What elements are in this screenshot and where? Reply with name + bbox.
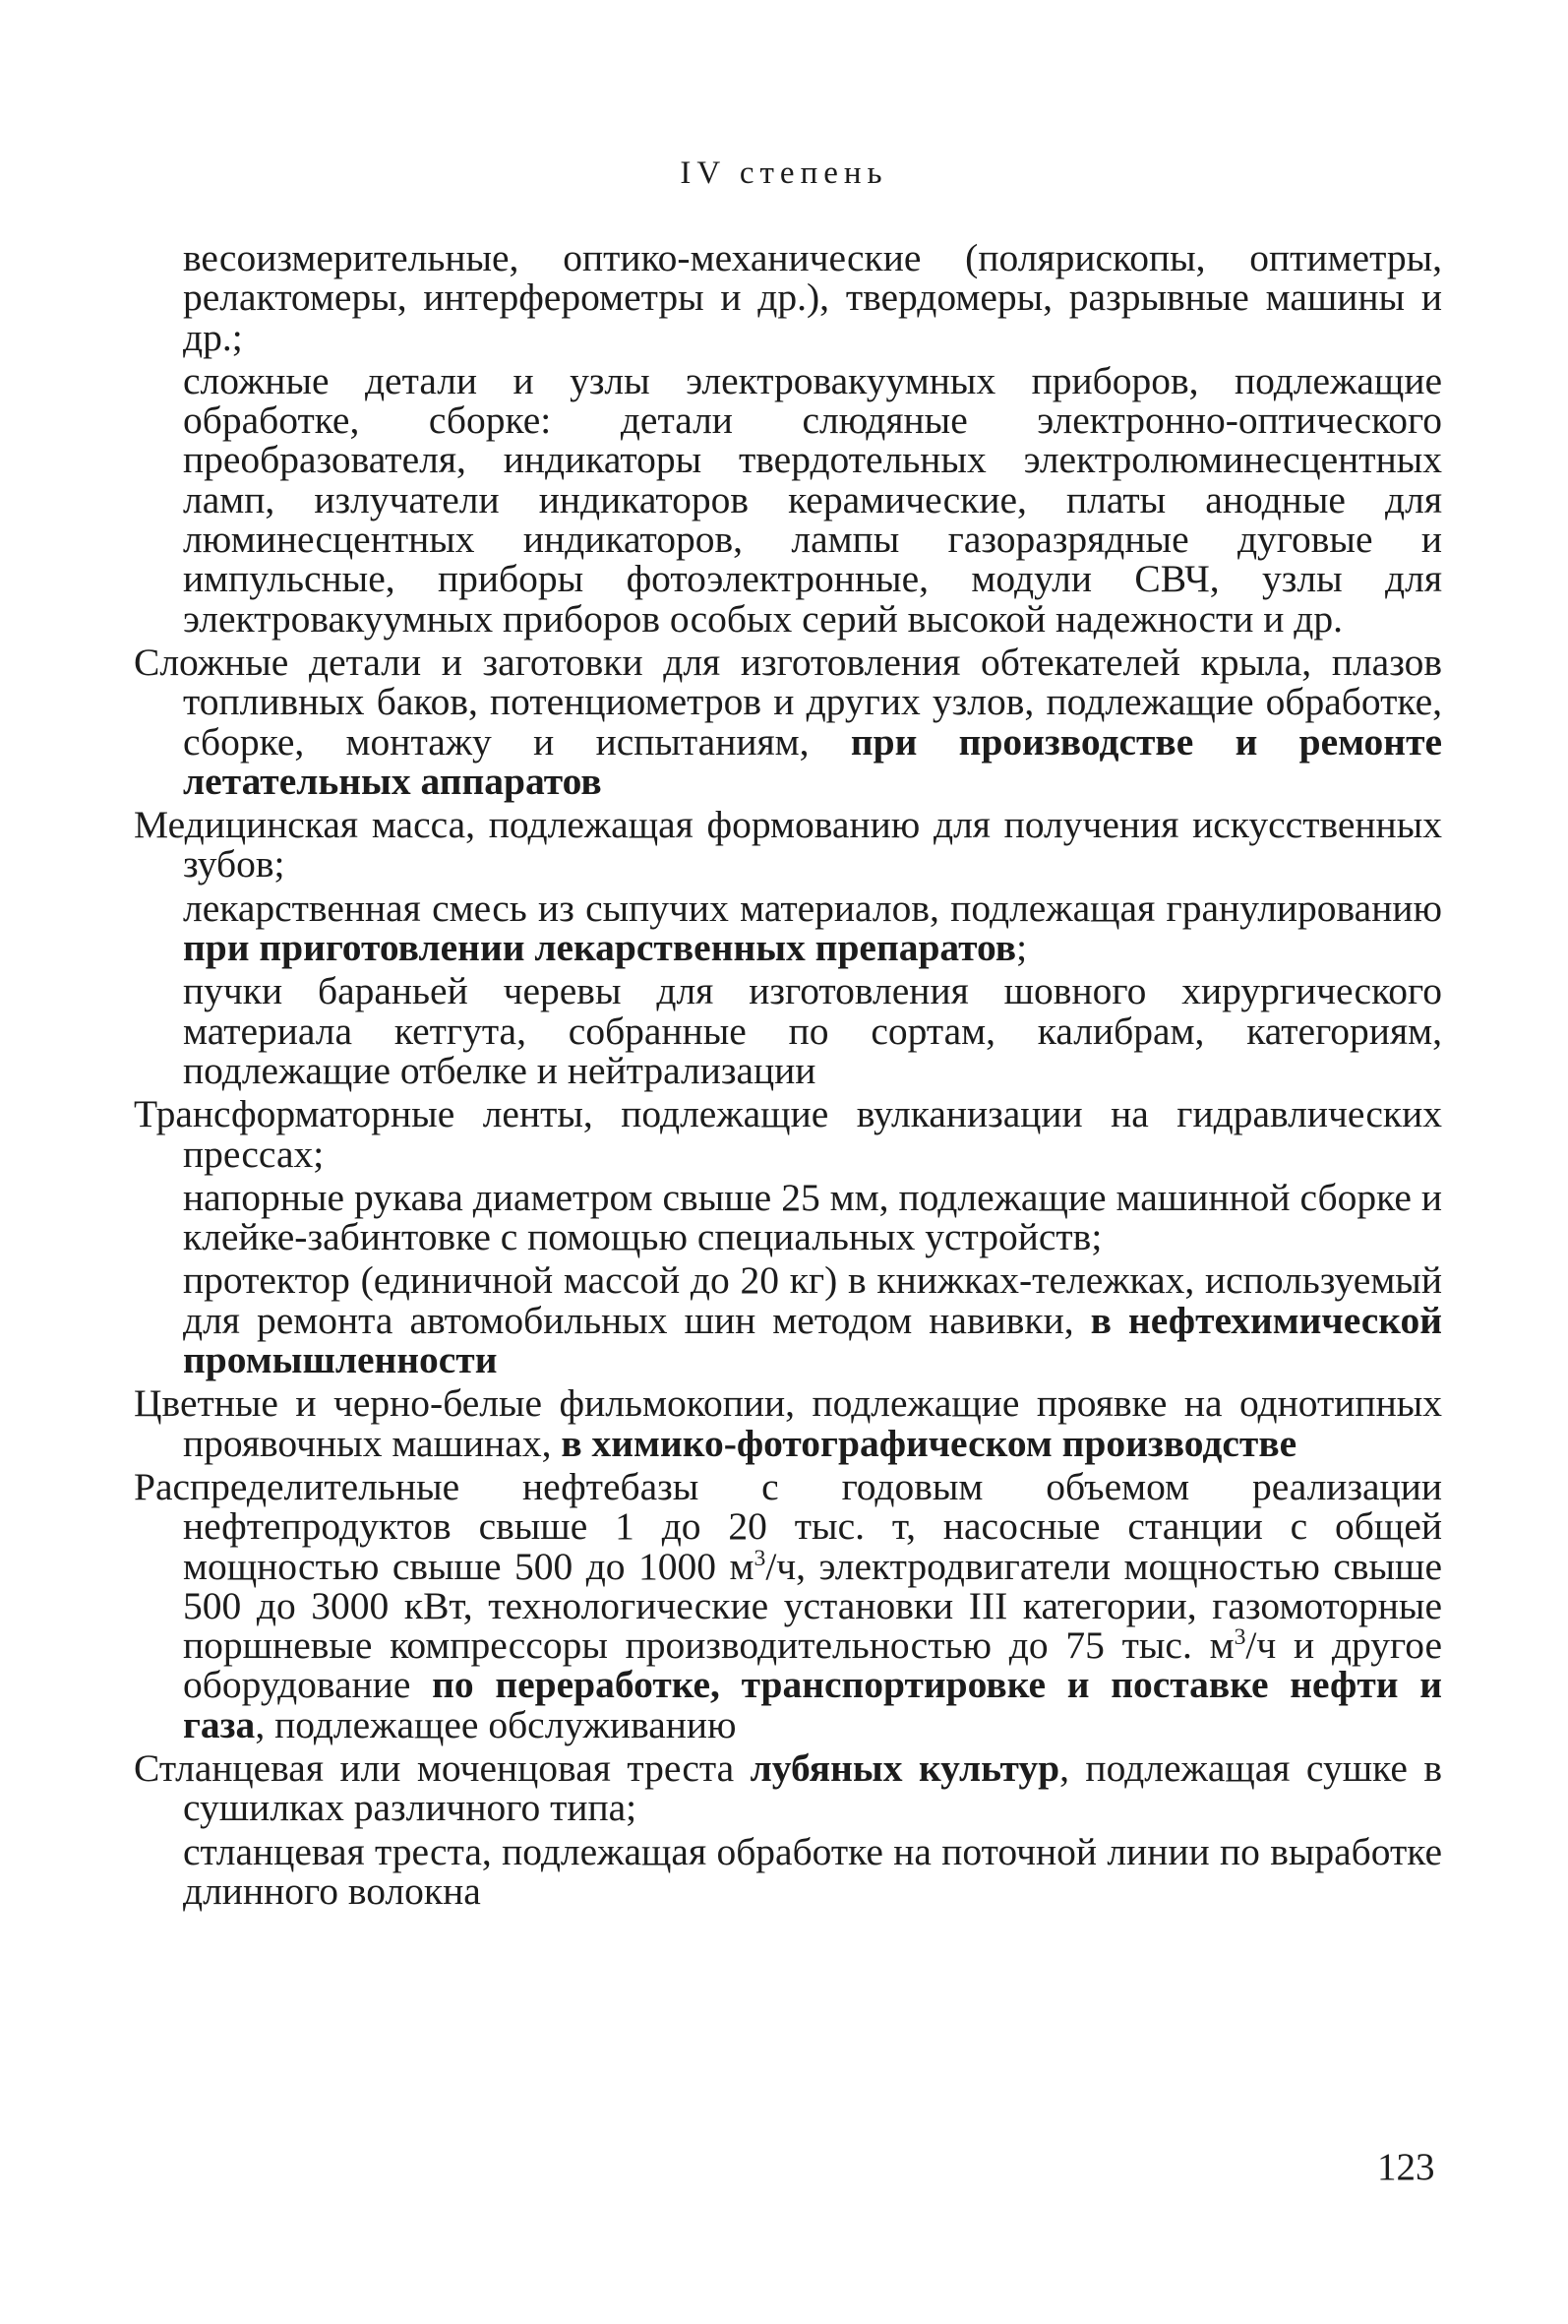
bold-phrase: лубяных культур <box>750 1745 1060 1790</box>
text-run: протектор (единичной массой до 20 кг) в книжках-тележках, используемый для ремонта автомобильных шин методом навивки, <box>183 1258 1442 1342</box>
list-entry <box>134 805 1442 885</box>
text-run: Трансформаторные ленты, подлежащие вулканизации на гидравлических прессах; <box>134 1092 1442 1176</box>
text-run: напорные рукава диаметром свыше 25 мм, подлежащие машинной сборке и клейке-забинтовке с помощью специальных устройств; <box>183 1175 1442 1259</box>
text-run: стланцевая треста, подлежащая обработке на поточной линии по выработке длинного волокна <box>183 1829 1442 1913</box>
list-subentry <box>134 1258 1442 1382</box>
text-run: , подлежащее обслуживанию <box>255 1702 737 1746</box>
text-run: сложные детали и узлы электровакуумных приборов, подлежащие обработке, сборке: детали слюдяные электронно-оптического преобразователя, индикаторы твердотельных электролюминесцентных ламп, излучатели индикаторов керамические, платы анодные для люминесцентных индикаторов, лампы газоразрядные дуговые и импульсные, приборы фотоэлектронные, модули СВЧ, узлы для электровакуумных приборов особых серий высокой надежности и др. <box>183 358 1442 641</box>
superscript: 3 <box>1234 1623 1246 1650</box>
list-entry <box>134 1745 1442 1830</box>
bold-phrase: в нефтехимической промышленности <box>183 1298 1442 1382</box>
list-subentry <box>134 238 1442 357</box>
list-subentry <box>134 1829 1442 1913</box>
bold-phrase: при производстве и ремонте летательных аппаратов <box>183 719 1442 803</box>
text-run: лекарственная смесь из сыпучих материалов, подлежащая гранулированию <box>183 886 1442 930</box>
running-header: IV степень <box>680 155 888 191</box>
text-run: весоизмерительные, оптико-механические (полярископы, оптиметры, релактомеры, интерферометры и др.), твердомеры, разрывные машины и др.; <box>183 236 1442 359</box>
list-subentry <box>134 1175 1442 1259</box>
text-run: Цветные и черно-белые фильмокопии, подлежащие проявке на однотипных проявочных машинах, <box>134 1381 1442 1465</box>
page-number: 123 <box>1377 2146 1435 2188</box>
list-subentry <box>134 971 1442 1090</box>
text-run: , подлежащая сушке в сушилках различного типа; <box>183 1745 1442 1830</box>
text-run: Сложные детали и заготовки для изготовления обтекателей крыла, плазов топливных баков, потенциометров и других узлов, подлежащие обработке, сборке, монтажу и испытаниям, <box>134 640 1442 764</box>
bold-phrase: по переработке, транспортировке и поставке нефти и газа <box>183 1663 1442 1746</box>
text-run: пучки бараньей черевы для изготовления шовного хирургического материала кетгута, собранные по сортам, калибрам, категориям, подлежащие отбелке и нейтрализации <box>183 969 1442 1092</box>
bold-phrase: при приготовлении лекарственных препаратов <box>183 926 1017 970</box>
bold-phrase: в химико-фотографическом производстве <box>561 1421 1297 1465</box>
text-run: /ч, электродвигатели мощностью свыше 500 до 3000 кВт, технологические установки III категории, газомоторные поршневые компрессоры производительностью до 75 тыс. м <box>183 1544 1442 1668</box>
list-entry <box>134 1094 1442 1174</box>
superscript: 3 <box>754 1545 766 1571</box>
list-entry <box>134 1383 1442 1463</box>
text-run: /ч и другое оборудование <box>183 1623 1442 1707</box>
text-run: Распределительные нефтебазы с годовым объемом реализации нефтепродуктов свыше 1 до 20 тыс. т, насосные станции с общей мощностью свыше 500 до 1000 м <box>134 1464 1442 1588</box>
text-run: Стланцевая или моченцовая треста <box>134 1745 751 1790</box>
list-entry <box>134 1464 1442 1746</box>
list-subentry <box>134 358 1442 641</box>
document-body <box>134 238 1442 1915</box>
list-subentry <box>134 888 1442 968</box>
text-run: ; <box>1016 926 1028 970</box>
list-entry <box>134 642 1442 801</box>
text-run: Медицинская масса, подлежащая формованию для получения искусственных зубов; <box>134 803 1442 887</box>
